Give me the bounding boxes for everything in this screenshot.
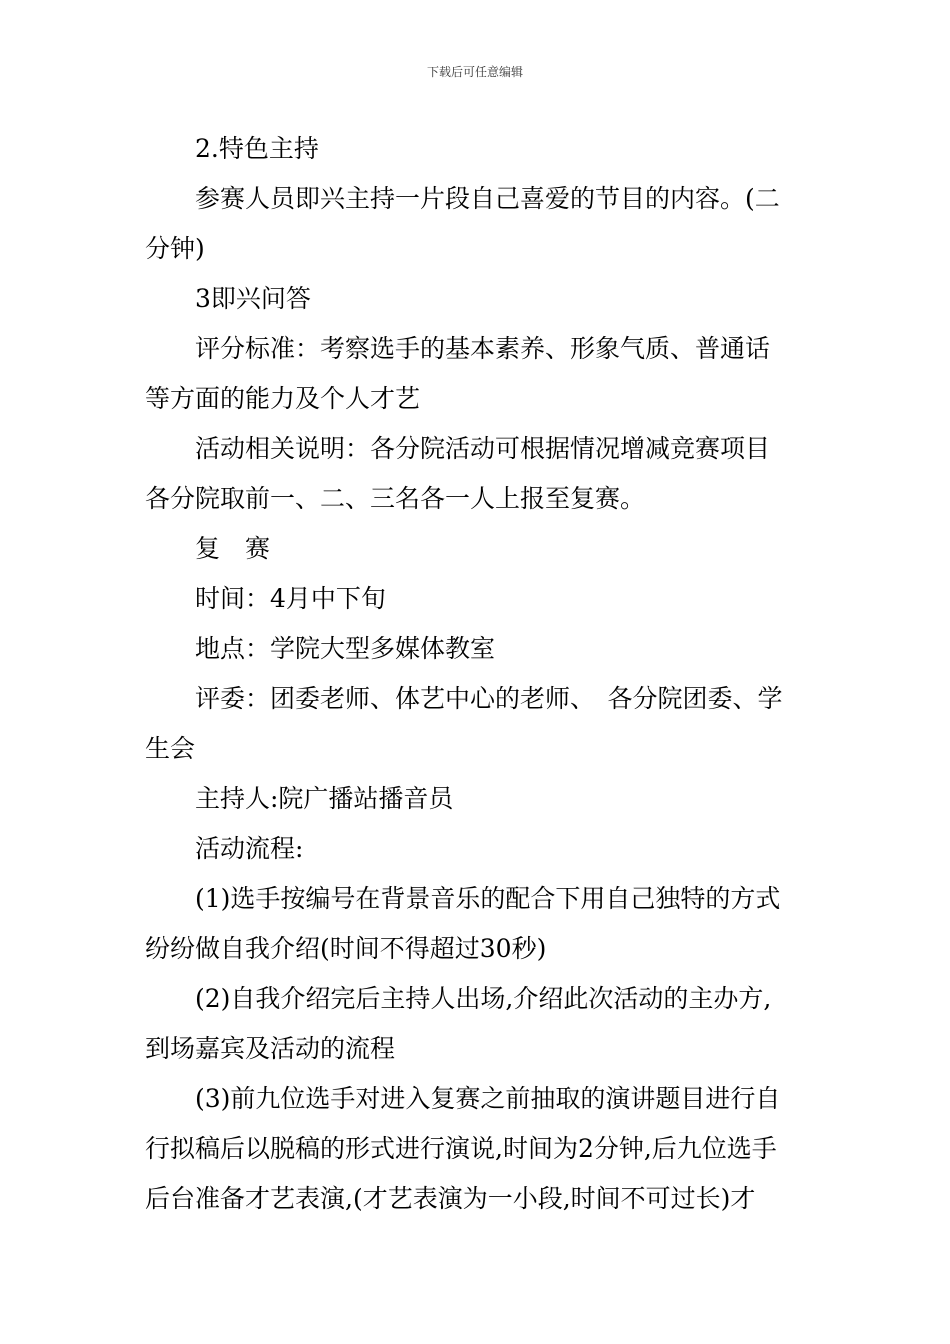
paragraph-line: 时间：4月中下旬 [195, 584, 386, 613]
paragraph-line: 生会 [145, 734, 196, 763]
paragraph-line: 评分标准：考察选手的基本素养、形象气质、普通话 [195, 334, 771, 363]
paragraph-line: (1)选手按编号在背景音乐的配合下用自己独特的方式 [195, 884, 781, 913]
paragraph-line: 行拟稿后以脱稿的形式进行演说,时间为2分钟,后九位选手 [145, 1134, 777, 1163]
section-heading-semifinal: 复 赛 [195, 534, 271, 563]
paragraph-line: 分钟) [145, 234, 205, 263]
paragraph-line: 评委：团委老师、体艺中心的老师、 各分院团委、学 [195, 684, 783, 713]
paragraph-line: 主持人:院广播站播音员 [195, 784, 454, 813]
document-body [145, 124, 810, 1224]
section-heading-special-hosting: 2.特色主持 [195, 134, 319, 163]
section-heading-impromptu-qa: 3即兴问答 [195, 284, 311, 313]
paragraph-line: 各分院取前一、二、三名各一人上报至复赛。 [145, 484, 646, 513]
paragraph-line: 等方面的能力及个人才艺 [145, 384, 421, 413]
paragraph-line: 纷纷做自我介绍(时间不得超过30秒) [145, 934, 547, 963]
paragraph-line: 参赛人员即兴主持一片段自己喜爱的节目的内容。(二 [195, 184, 780, 213]
page-header: 下载后可任意编辑 [426, 65, 523, 79]
paragraph-line: (2)自我介绍完后主持人出场,介绍此次活动的主办方, [195, 984, 772, 1013]
paragraph-line: 地点：学院大型多媒体教室 [195, 634, 496, 663]
paragraph-line: 后台准备才艺表演,(才艺表演为一小段,时间不可过长)才 [145, 1184, 756, 1213]
paragraph-line: 到场嘉宾及活动的流程 [145, 1034, 396, 1063]
paragraph-line: 活动相关说明：各分院活动可根据情况增减竞赛项目 [195, 434, 771, 463]
paragraph-line: (3)前九位选手对进入复赛之前抽取的演讲题目进行自 [195, 1084, 781, 1113]
paragraph-line: 活动流程: [195, 834, 304, 863]
